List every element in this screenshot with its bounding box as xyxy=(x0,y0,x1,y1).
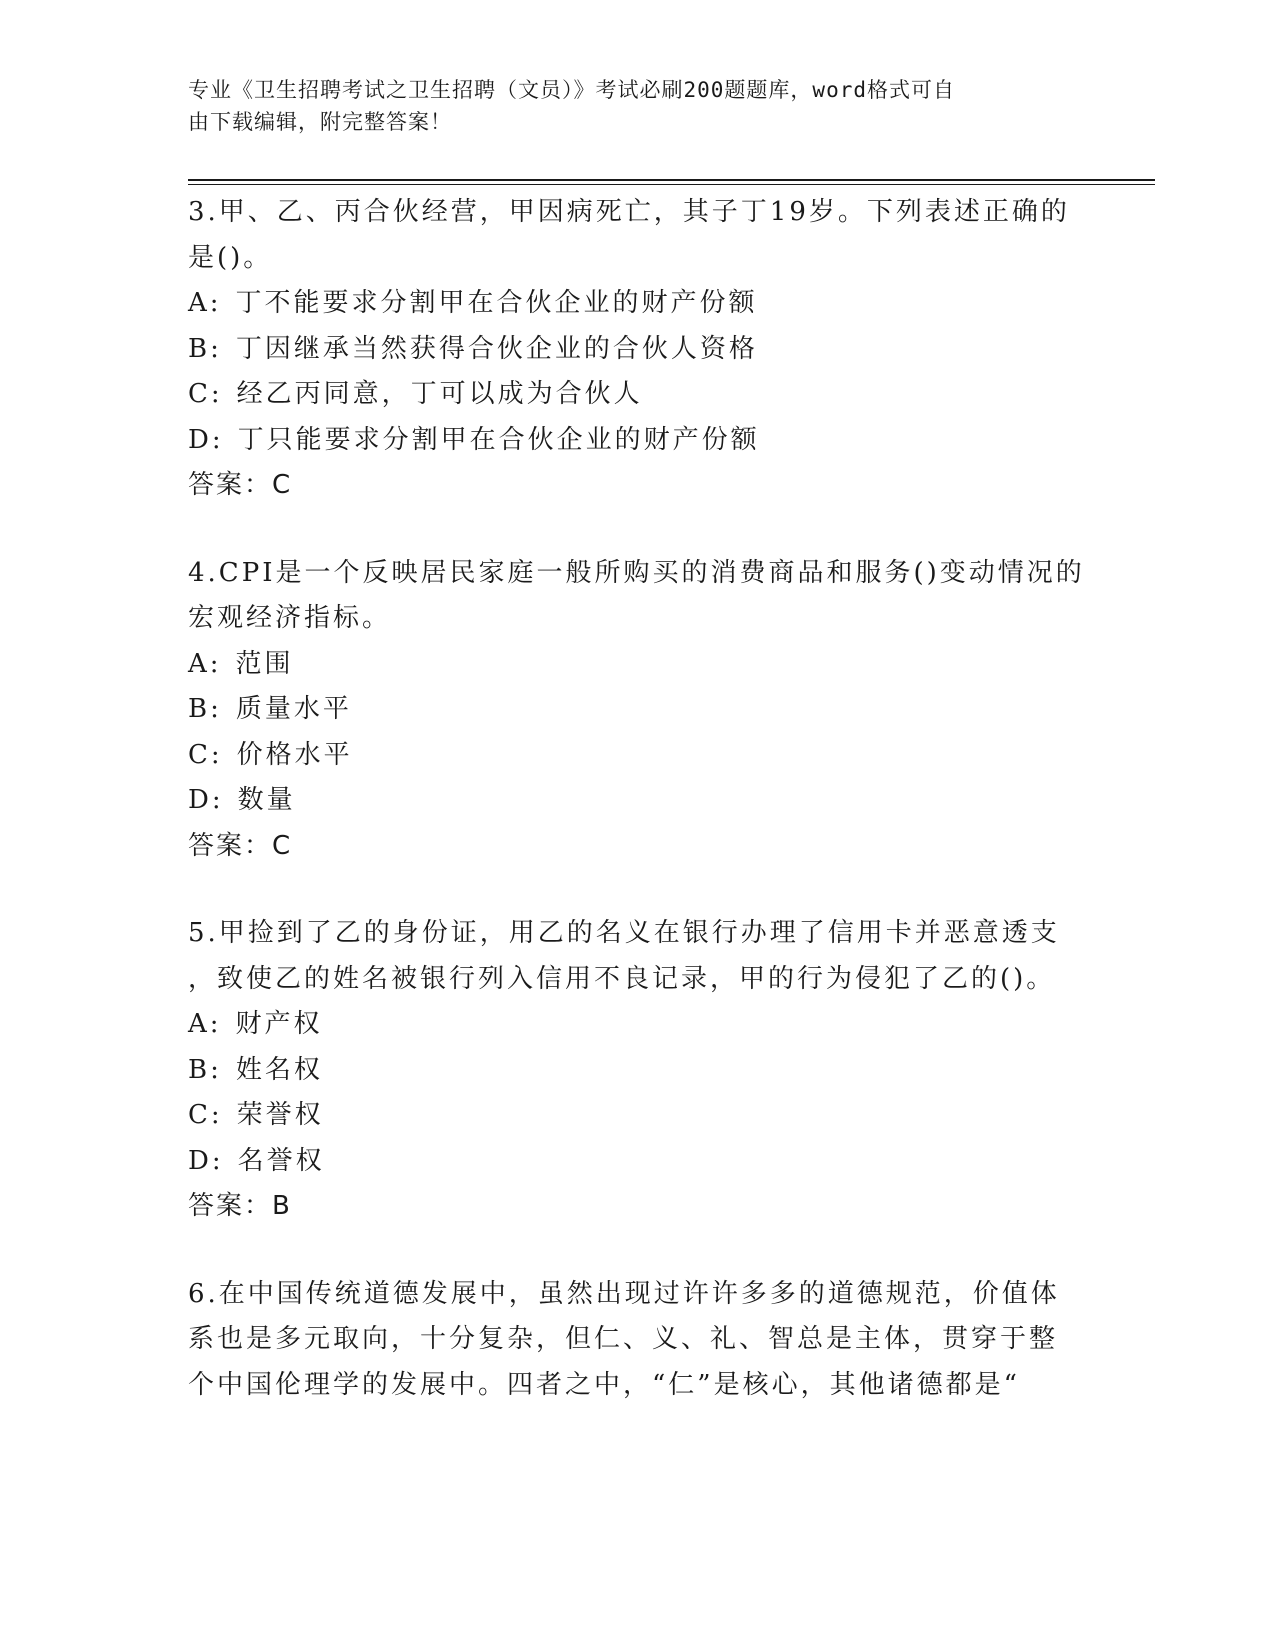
option-d xyxy=(188,1139,1088,1185)
question-5 xyxy=(188,911,1088,1230)
option-text: 名誉权 xyxy=(237,1145,325,1176)
option-text: 数量 xyxy=(237,785,296,815)
option-key: B: xyxy=(188,333,222,364)
option-text: 质量水平 xyxy=(235,694,352,724)
option-text: 丁不能要求分割甲在合伙企业的财产份额 xyxy=(235,288,758,318)
option-key: A: xyxy=(188,648,222,679)
option-key: C: xyxy=(188,1100,223,1130)
question-4 xyxy=(188,551,1088,870)
question-stem-line: 个中国伦理学的发展中。四者之中，“仁”是核心，其他诸德都是“ xyxy=(188,1369,1020,1400)
option-key: A: xyxy=(188,288,222,318)
question-list xyxy=(188,190,1088,1450)
option-b xyxy=(188,687,1088,733)
answer-line: 答案：C xyxy=(188,470,293,500)
option-text: 荣誉权 xyxy=(236,1100,324,1130)
header-rule-thick xyxy=(188,179,1155,181)
question-3 xyxy=(188,190,1088,509)
option-text: 丁因继承当然获得合伙企业的合伙人资格 xyxy=(235,333,758,364)
header-line-1: 专业《卫生招聘考试之卫生招聘（文员）》考试必刷200题题库，word格式可自 xyxy=(188,78,955,102)
option-key: D: xyxy=(188,785,224,815)
answer-line: 答案：B xyxy=(188,1191,292,1221)
question-stem-line: 宏观经济指标。 xyxy=(188,603,392,633)
option-key: C: xyxy=(188,379,223,409)
option-d xyxy=(188,778,1088,824)
option-text: 丁只能要求分割甲在合伙企业的财产份额 xyxy=(237,424,760,455)
option-c xyxy=(188,1093,1088,1139)
question-stem-line: 系也是多元取向，十分复杂，但仁、义、礼、智总是主体，贯穿于整 xyxy=(188,1324,1059,1354)
option-text: 范围 xyxy=(235,648,294,679)
question-stem-line: ，致使乙的姓名被银行列入信用不良记录，甲的行为侵犯了乙的()。 xyxy=(188,963,1056,994)
question-stem-line: 3.甲、乙、丙合伙经营，甲因病死亡，其子丁19岁。下列表述正确的 xyxy=(188,197,1070,227)
option-a xyxy=(188,642,1088,688)
option-key: A: xyxy=(188,1009,222,1039)
option-b xyxy=(188,1048,1088,1094)
option-text: 财产权 xyxy=(235,1009,323,1039)
option-text: 价格水平 xyxy=(236,739,353,770)
option-a xyxy=(188,281,1088,327)
question-stem-line: 是()。 xyxy=(188,242,273,273)
question-stem-line: 4.CPI是一个反映居民家庭一般所购买的消费商品和服务()变动情况的 xyxy=(188,557,1085,588)
option-a xyxy=(188,1002,1088,1048)
option-key: D: xyxy=(188,424,224,455)
option-key: B: xyxy=(188,1054,222,1085)
question-stem-line: 5.甲捡到了乙的身份证，用乙的名义在银行办理了信用卡并恶意透支 xyxy=(188,918,1060,948)
option-c xyxy=(188,733,1088,779)
option-text: 经乙丙同意，丁可以成为合伙人 xyxy=(236,379,643,409)
option-c xyxy=(188,372,1088,418)
header-rule-thin xyxy=(188,184,1155,185)
option-key: B: xyxy=(188,694,222,724)
option-key: C: xyxy=(188,739,223,770)
option-d xyxy=(188,418,1088,464)
header-line-2: 由下载编辑，附完整答案！ xyxy=(188,110,452,134)
answer-line: 答案：C xyxy=(188,830,293,861)
document-header xyxy=(188,74,1088,138)
question-stem-line: 6.在中国传统道德发展中，虽然出现过许许多多的道德规范，价值体 xyxy=(188,1278,1060,1309)
question-6 xyxy=(188,1272,1088,1409)
option-b xyxy=(188,327,1088,373)
option-text: 姓名权 xyxy=(235,1054,323,1085)
option-key: D: xyxy=(188,1145,224,1176)
